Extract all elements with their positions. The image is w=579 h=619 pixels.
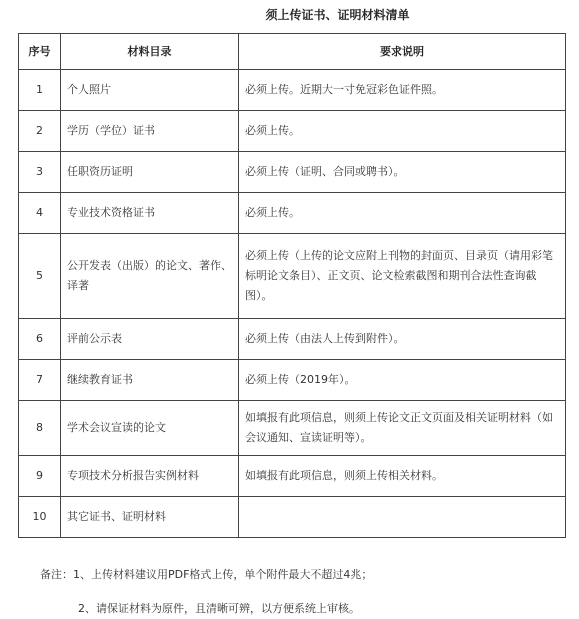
materials-table xyxy=(18,33,566,538)
row-item: 任职资历证明 xyxy=(61,152,239,193)
row-seq: 4 xyxy=(19,193,61,234)
row-item: 继续教育证书 xyxy=(61,360,239,401)
row-requirement: 必须上传（由法人上传到附件）。 xyxy=(239,319,566,360)
row-requirement: 必须上传。近期大一寸免冠彩色证件照。 xyxy=(239,70,566,111)
row-requirement: 必须上传。 xyxy=(239,193,566,234)
note-line-1: 备注：1、上传材料建议用PDF格式上传，单个附件最大不超过4兆； xyxy=(40,568,373,581)
row-seq: 1 xyxy=(19,70,61,111)
row-requirement: 必须上传（2019年）。 xyxy=(239,360,566,401)
table-row xyxy=(19,456,566,497)
notes xyxy=(40,565,570,619)
row-seq: 5 xyxy=(19,234,61,319)
table-row xyxy=(19,111,566,152)
row-item: 评前公示表 xyxy=(61,319,239,360)
row-seq: 6 xyxy=(19,319,61,360)
table-row xyxy=(19,319,566,360)
table-header-row xyxy=(19,34,566,70)
table-row xyxy=(19,193,566,234)
table-row xyxy=(19,401,566,456)
table-row xyxy=(19,497,566,538)
row-seq: 10 xyxy=(19,497,61,538)
row-requirement: 必须上传。 xyxy=(239,111,566,152)
row-seq: 3 xyxy=(19,152,61,193)
row-seq: 2 xyxy=(19,111,61,152)
row-item: 专业技术资格证书 xyxy=(61,193,239,234)
row-item: 学历（学位）证书 xyxy=(61,111,239,152)
row-requirement: 如填报有此项信息，则须上传相关材料。 xyxy=(239,456,566,497)
table-row xyxy=(19,360,566,401)
row-requirement: 必须上传（上传的论文应附上刊物的封面页、目录页（请用彩笔标明论文条目）、正文页、论文检索截图和期刊合法性查询截图）。 xyxy=(239,234,566,319)
table-row xyxy=(19,152,566,193)
row-seq: 9 xyxy=(19,456,61,497)
row-item: 专项技术分析报告实例材料 xyxy=(61,456,239,497)
row-item: 学术会议宣读的论文 xyxy=(61,401,239,456)
row-requirement: 必须上传（证明、合同或聘书）。 xyxy=(239,152,566,193)
table-row xyxy=(19,234,566,319)
row-item: 其它证书、证明材料 xyxy=(61,497,239,538)
row-seq: 8 xyxy=(19,401,61,456)
note-line-2: 2、请保证材料为原件，且清晰可辨，以方便系统上审核。 xyxy=(78,602,360,615)
header-item: 材料目录 xyxy=(61,34,239,70)
page-title: 须上传证书、证明材料清单 xyxy=(265,8,410,22)
header-requirement: 要求说明 xyxy=(239,34,566,70)
header-seq: 序号 xyxy=(19,34,61,70)
row-requirement xyxy=(239,497,566,538)
table-row xyxy=(19,70,566,111)
row-requirement: 如填报有此项信息，则须上传论文正文页面及相关证明材料（如会议通知、宣读证明等）。 xyxy=(239,401,566,456)
row-seq: 7 xyxy=(19,360,61,401)
row-item: 公开发表（出版）的论文、著作、译著 xyxy=(61,234,239,319)
row-item: 个人照片 xyxy=(61,70,239,111)
